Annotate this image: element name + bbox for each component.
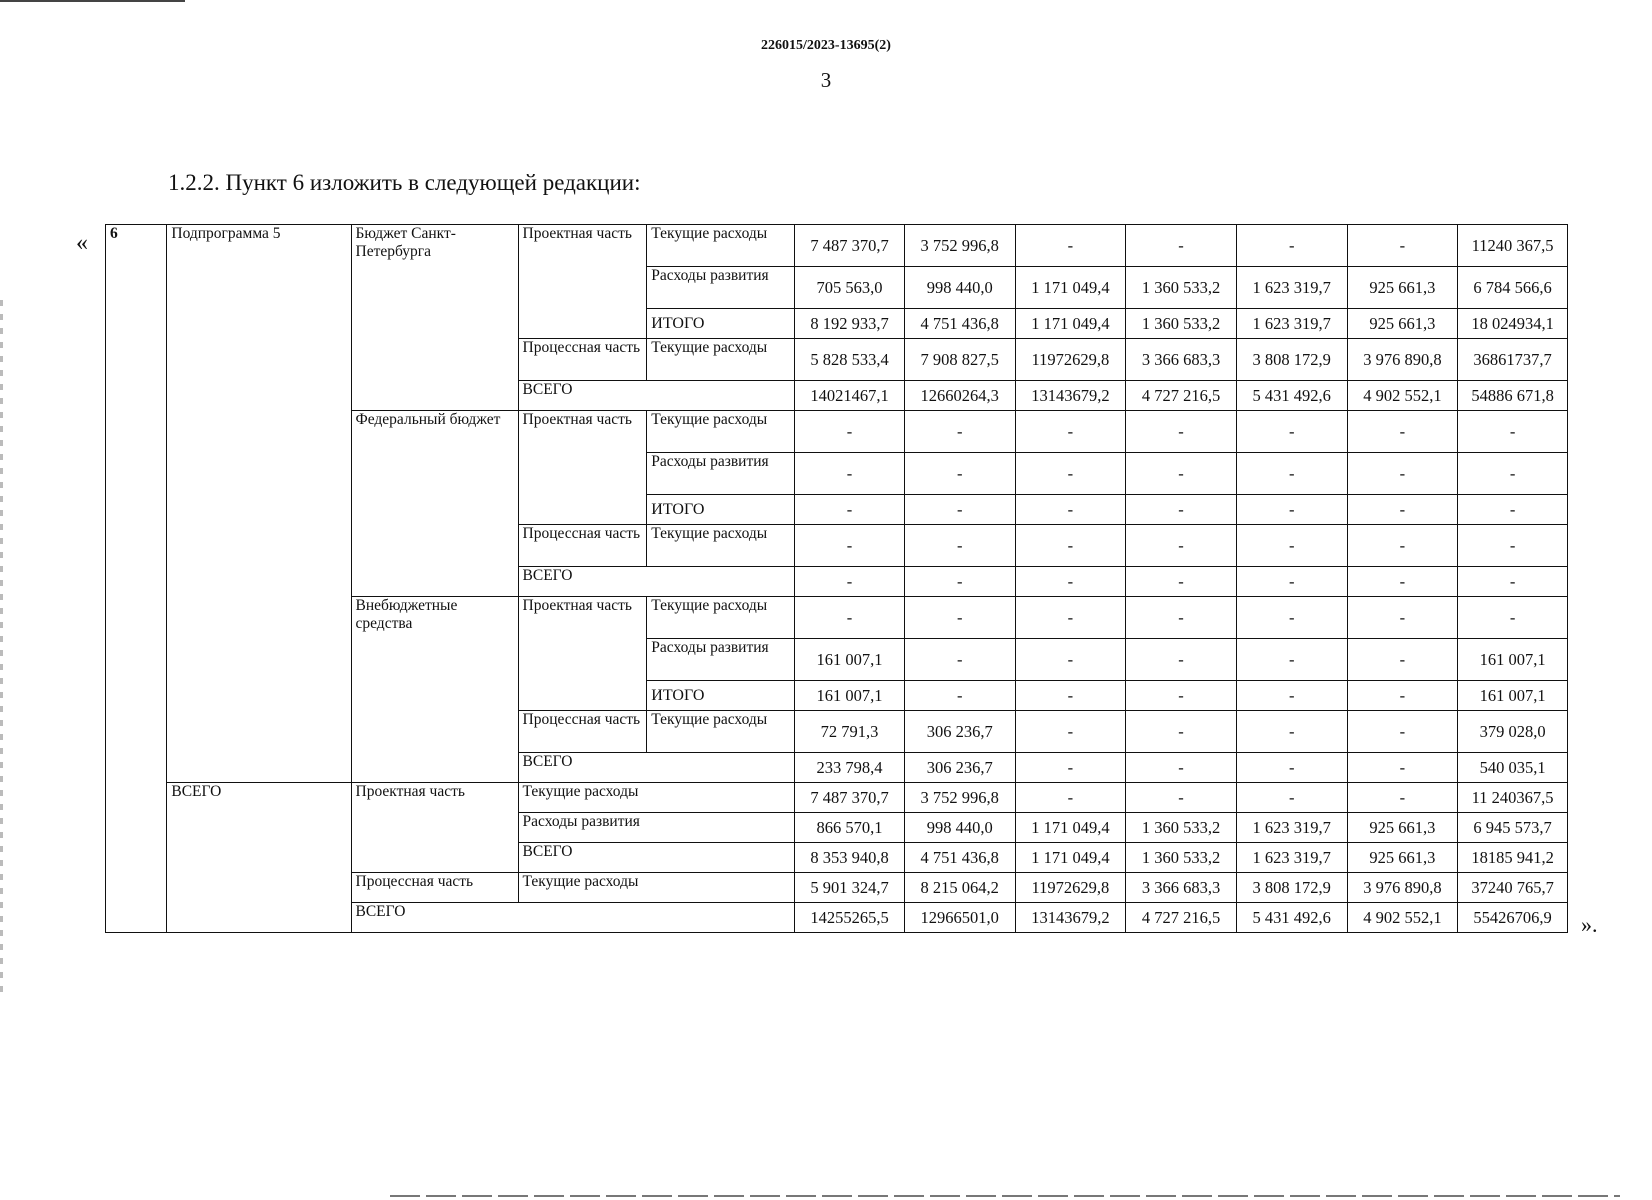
value-cell: -: [904, 681, 1015, 711]
value-cell: 3 808 172,9: [1236, 339, 1347, 381]
page-number: 3: [820, 68, 832, 92]
value-cell: -: [1015, 783, 1126, 813]
value-cell: 3 366 683,3: [1126, 339, 1237, 381]
value-cell: -: [904, 411, 1015, 453]
value-cell: 4 727 216,5: [1126, 381, 1237, 411]
value-cell: 1 623 319,7: [1236, 843, 1347, 873]
value-cell: 866 570,1: [795, 813, 905, 843]
value-cell: 1 360 533,2: [1126, 309, 1237, 339]
scan-artifact-top: [0, 0, 185, 2]
value-cell: -: [1236, 411, 1347, 453]
value-cell: 4 727 216,5: [1126, 903, 1237, 933]
row-number-cell: 6: [106, 225, 167, 933]
value-cell: 1 171 049,4: [1015, 813, 1126, 843]
value-cell: 14021467,1: [795, 381, 905, 411]
value-cell: 13143679,2: [1015, 381, 1126, 411]
value-cell: -: [795, 597, 905, 639]
value-cell: -: [1015, 225, 1126, 267]
expense-type-cell: ИТОГО: [647, 495, 795, 525]
value-cell: -: [795, 567, 905, 597]
value-cell: 5 431 492,6: [1236, 381, 1347, 411]
value-cell: -: [1015, 453, 1126, 495]
value-cell: -: [1236, 681, 1347, 711]
funding-source-cell: Федеральный бюджет: [351, 411, 518, 597]
scan-artifact-left-edge: [0, 300, 3, 1000]
value-cell: -: [1347, 597, 1458, 639]
value-cell: -: [1236, 639, 1347, 681]
value-cell: 3 752 996,8: [904, 225, 1015, 267]
value-cell: 3 366 683,3: [1126, 873, 1237, 903]
value-cell: -: [1347, 783, 1458, 813]
value-cell: 1 623 319,7: [1236, 267, 1347, 309]
funding-source-cell: Бюджет Санкт-Петербурга: [351, 225, 518, 411]
value-cell: -: [1015, 495, 1126, 525]
value-cell: -: [904, 597, 1015, 639]
value-cell: 1 360 533,2: [1126, 267, 1237, 309]
expense-type-cell: Текущие расходы: [647, 597, 795, 639]
value-cell: -: [1347, 525, 1458, 567]
section-heading: 1.2.2. Пункт 6 изложить в следующей редакции:: [168, 170, 641, 195]
value-cell: -: [1015, 681, 1126, 711]
value-cell: -: [1126, 711, 1237, 753]
value-cell: -: [1126, 453, 1237, 495]
table-row: [106, 225, 1568, 267]
value-cell: 705 563,0: [795, 267, 905, 309]
value-cell: 12660264,3: [904, 381, 1015, 411]
part-cell: Проектная часть: [518, 411, 647, 525]
value-cell: -: [1126, 525, 1237, 567]
value-cell: 1 623 319,7: [1236, 309, 1347, 339]
value-cell: -: [1347, 411, 1458, 453]
value-cell: -: [1126, 639, 1237, 681]
expense-type-cell: Текущие расходы: [647, 339, 795, 381]
value-cell: -: [1015, 411, 1126, 453]
value-cell: 4 902 552,1: [1347, 903, 1458, 933]
value-cell: -: [1347, 639, 1458, 681]
value-cell: -: [795, 411, 905, 453]
value-cell: -: [904, 525, 1015, 567]
value-cell: 306 236,7: [904, 753, 1015, 783]
value-cell: -: [904, 567, 1015, 597]
value-cell: 7 487 370,7: [795, 225, 905, 267]
total-group-cell: ВСЕГО: [167, 783, 351, 933]
value-cell: 8 192 933,7: [795, 309, 905, 339]
value-cell: -: [1458, 567, 1568, 597]
scan-artifact-bottom: [390, 1195, 1620, 1197]
value-cell: 3 808 172,9: [1236, 873, 1347, 903]
value-cell: 1 623 319,7: [1236, 813, 1347, 843]
value-cell: 18185 941,2: [1458, 843, 1568, 873]
value-cell: 14255265,5: [795, 903, 905, 933]
value-cell: 8 215 064,2: [904, 873, 1015, 903]
total-label-cell: ВСЕГО: [518, 381, 795, 411]
value-cell: -: [1126, 783, 1237, 813]
part-cell: Проектная часть: [518, 597, 647, 711]
value-cell: -: [904, 495, 1015, 525]
value-cell: 36861737,7: [1458, 339, 1568, 381]
value-cell: 18 024934,1: [1458, 309, 1568, 339]
total-part-cell: Процессная часть: [351, 873, 518, 903]
value-cell: -: [1458, 411, 1568, 453]
value-cell: 5 901 324,7: [795, 873, 905, 903]
value-cell: 8 353 940,8: [795, 843, 905, 873]
expense-type-cell: ИТОГО: [647, 681, 795, 711]
value-cell: -: [1126, 495, 1237, 525]
value-cell: -: [1347, 681, 1458, 711]
value-cell: -: [1015, 567, 1126, 597]
value-cell: -: [1347, 753, 1458, 783]
value-cell: 233 798,4: [795, 753, 905, 783]
value-cell: 7 487 370,7: [795, 783, 905, 813]
value-cell: 13143679,2: [1015, 903, 1126, 933]
value-cell: -: [1126, 753, 1237, 783]
value-cell: 540 035,1: [1458, 753, 1568, 783]
part-cell: Процессная часть: [518, 711, 647, 753]
value-cell: -: [1236, 225, 1347, 267]
opening-quote: «: [76, 230, 88, 256]
value-cell: -: [1236, 495, 1347, 525]
value-cell: -: [1236, 597, 1347, 639]
expense-type-cell: Расходы развития: [518, 813, 795, 843]
value-cell: 5 828 533,4: [795, 339, 905, 381]
value-cell: -: [1015, 525, 1126, 567]
value-cell: 4 751 436,8: [904, 843, 1015, 873]
value-cell: 1 171 049,4: [1015, 843, 1126, 873]
value-cell: 161 007,1: [795, 639, 905, 681]
value-cell: -: [1236, 753, 1347, 783]
expense-type-cell: ИТОГО: [647, 309, 795, 339]
value-cell: 161 007,1: [795, 681, 905, 711]
value-cell: 54886 671,8: [1458, 381, 1568, 411]
value-cell: -: [1347, 453, 1458, 495]
value-cell: 12966501,0: [904, 903, 1015, 933]
value-cell: 161 007,1: [1458, 639, 1568, 681]
total-label-cell: ВСЕГО: [518, 567, 795, 597]
value-cell: -: [904, 639, 1015, 681]
part-cell: Проектная часть: [518, 225, 647, 339]
table-row: [106, 783, 1568, 813]
value-cell: -: [1458, 453, 1568, 495]
value-cell: 5 431 492,6: [1236, 903, 1347, 933]
value-cell: -: [1015, 597, 1126, 639]
closing-quote: ».: [1581, 912, 1598, 937]
value-cell: -: [1458, 597, 1568, 639]
value-cell: -: [795, 453, 905, 495]
value-cell: -: [1126, 597, 1237, 639]
value-cell: 72 791,3: [795, 711, 905, 753]
expense-type-cell: Расходы развития: [647, 639, 795, 681]
value-cell: -: [1015, 753, 1126, 783]
value-cell: 11 240367,5: [1458, 783, 1568, 813]
value-cell: -: [1458, 495, 1568, 525]
value-cell: -: [1126, 567, 1237, 597]
value-cell: -: [1236, 567, 1347, 597]
value-cell: 998 440,0: [904, 813, 1015, 843]
value-cell: -: [1347, 567, 1458, 597]
value-cell: -: [795, 495, 905, 525]
expense-type-cell: Текущие расходы: [647, 525, 795, 567]
part-cell: Процессная часть: [518, 339, 647, 381]
budget-table-body: [106, 225, 1568, 933]
value-cell: -: [1126, 411, 1237, 453]
expense-type-cell: ВСЕГО: [518, 843, 795, 873]
value-cell: 6 784 566,6: [1458, 267, 1568, 309]
expense-type-cell: Текущие расходы: [518, 873, 795, 903]
value-cell: -: [1236, 525, 1347, 567]
value-cell: 7 908 827,5: [904, 339, 1015, 381]
value-cell: 306 236,7: [904, 711, 1015, 753]
value-cell: 1 171 049,4: [1015, 267, 1126, 309]
expense-type-cell: Текущие расходы: [647, 225, 795, 267]
value-cell: -: [1236, 711, 1347, 753]
value-cell: 4 902 552,1: [1347, 381, 1458, 411]
value-cell: -: [1236, 453, 1347, 495]
value-cell: -: [1126, 225, 1237, 267]
value-cell: 1 360 533,2: [1126, 813, 1237, 843]
value-cell: -: [1126, 681, 1237, 711]
expense-type-cell: Текущие расходы: [647, 711, 795, 753]
value-cell: 925 661,3: [1347, 843, 1458, 873]
value-cell: 1 360 533,2: [1126, 843, 1237, 873]
value-cell: 925 661,3: [1347, 813, 1458, 843]
value-cell: -: [795, 525, 905, 567]
expense-type-cell: Расходы развития: [647, 453, 795, 495]
subprogram-cell: Подпрограмма 5: [167, 225, 351, 783]
value-cell: -: [1347, 495, 1458, 525]
value-cell: 998 440,0: [904, 267, 1015, 309]
expense-type-cell: Текущие расходы: [518, 783, 795, 813]
value-cell: 37240 765,7: [1458, 873, 1568, 903]
expense-type-cell: Текущие расходы: [647, 411, 795, 453]
value-cell: 6 945 573,7: [1458, 813, 1568, 843]
expense-type-cell: Расходы развития: [647, 267, 795, 309]
value-cell: 925 661,3: [1347, 309, 1458, 339]
value-cell: 3 976 890,8: [1347, 339, 1458, 381]
value-cell: 4 751 436,8: [904, 309, 1015, 339]
total-part-cell: Проектная часть: [351, 783, 518, 873]
value-cell: 11972629,8: [1015, 873, 1126, 903]
value-cell: -: [1458, 525, 1568, 567]
value-cell: 3 976 890,8: [1347, 873, 1458, 903]
budget-table: [105, 224, 1568, 933]
value-cell: -: [1347, 711, 1458, 753]
total-label-cell: ВСЕГО: [518, 753, 795, 783]
value-cell: 379 028,0: [1458, 711, 1568, 753]
value-cell: 161 007,1: [1458, 681, 1568, 711]
value-cell: -: [1015, 639, 1126, 681]
value-cell: 925 661,3: [1347, 267, 1458, 309]
funding-source-cell: Внебюджетные средства: [351, 597, 518, 783]
part-cell: Процессная часть: [518, 525, 647, 567]
value-cell: 3 752 996,8: [904, 783, 1015, 813]
value-cell: 55426706,9: [1458, 903, 1568, 933]
value-cell: 11972629,8: [1015, 339, 1126, 381]
value-cell: -: [1015, 711, 1126, 753]
value-cell: 1 171 049,4: [1015, 309, 1126, 339]
value-cell: -: [904, 453, 1015, 495]
value-cell: -: [1236, 783, 1347, 813]
document-number: 226015/2023-13695(2): [761, 38, 891, 53]
grand-total-label-cell: ВСЕГО: [351, 903, 795, 933]
value-cell: 11240 367,5: [1458, 225, 1568, 267]
value-cell: -: [1347, 225, 1458, 267]
